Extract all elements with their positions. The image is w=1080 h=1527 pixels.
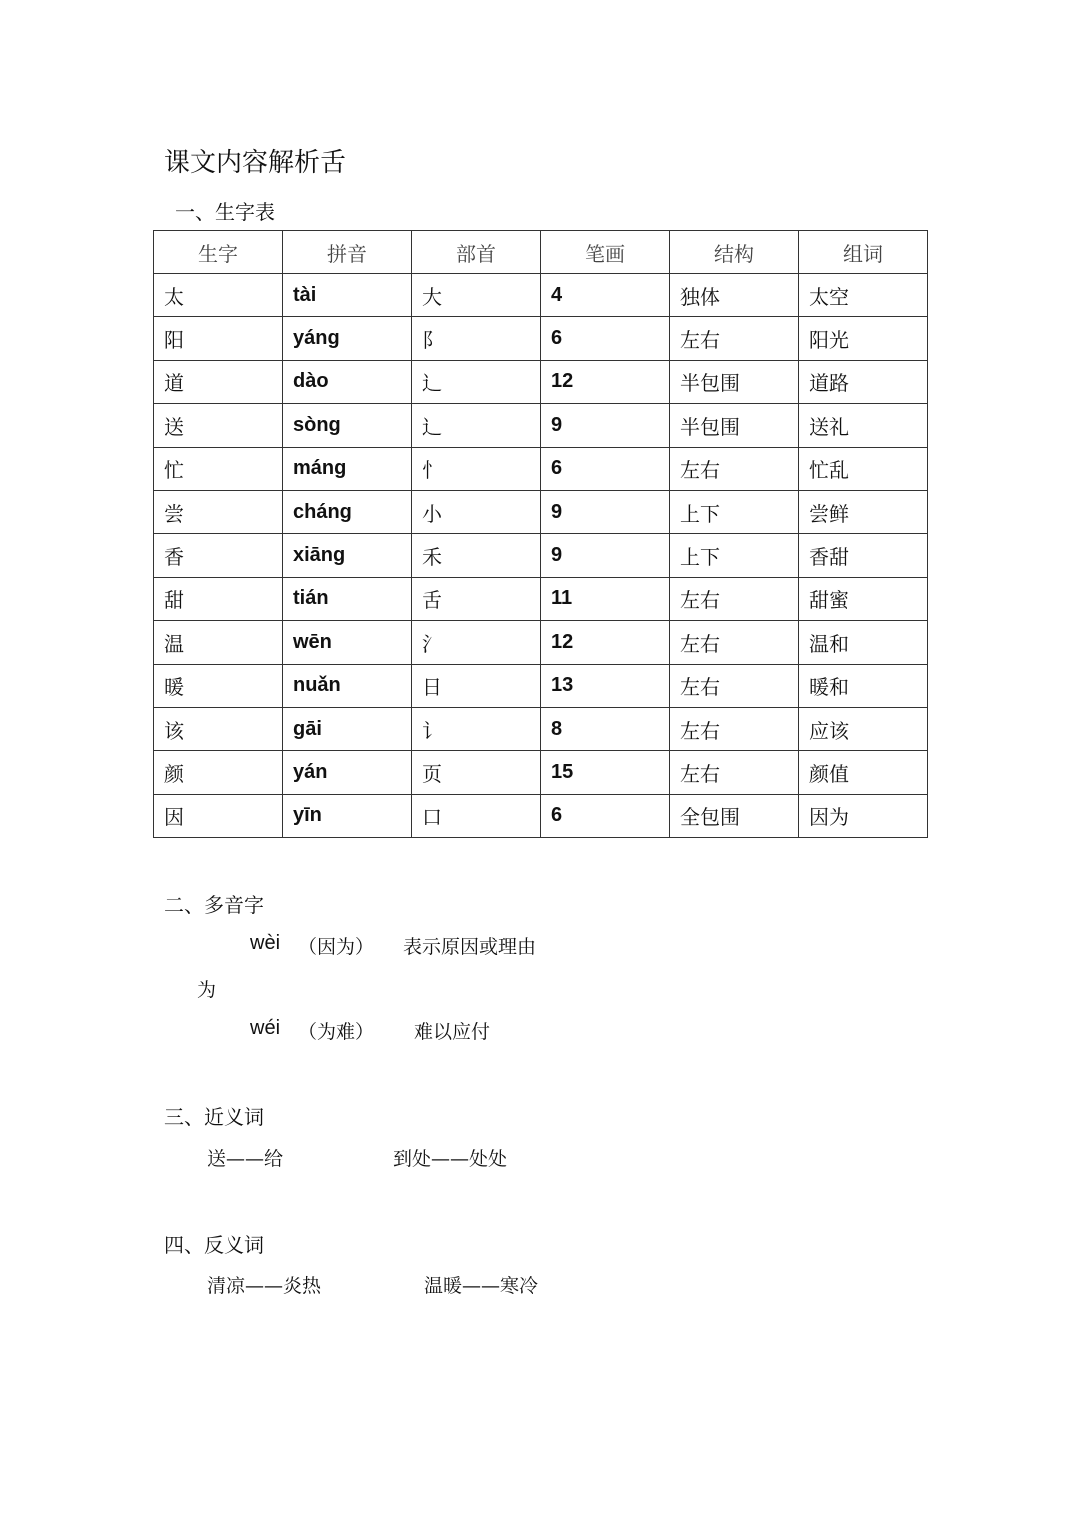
antonym-pair: 温暖——寒冷 (424, 1275, 539, 1297)
cell-word: 因为 (799, 794, 928, 837)
cell-word: 颜值 (799, 751, 928, 794)
table-row (154, 664, 928, 707)
cell-character: 尝 (154, 490, 283, 533)
pinyin-wei2: wéi (250, 1017, 281, 1039)
cell-word: 道路 (799, 360, 928, 403)
meaning-wei2: 难以应付 (414, 1021, 491, 1043)
cell-character: 香 (154, 534, 283, 577)
cell-radical: 辶 (412, 404, 541, 447)
cell-structure: 全包围 (670, 794, 799, 837)
cell-character: 忙 (154, 447, 283, 490)
cell-structure: 左右 (670, 664, 799, 707)
table-row (154, 490, 928, 533)
cell-radical: 讠 (412, 707, 541, 750)
cell-structure: 左右 (670, 707, 799, 750)
cell-word: 忙乱 (799, 447, 928, 490)
cell-structure: 独体 (670, 274, 799, 317)
cell-strokes: 6 (541, 794, 670, 837)
cell-radical: 口 (412, 794, 541, 837)
pinyin-wei4: wèi (250, 932, 281, 954)
section-heading-vocab: 一、生字表 (175, 200, 275, 224)
column-header-word: 组词 (799, 231, 928, 274)
cell-pinyin: yīn (283, 794, 412, 837)
cell-radical: 小 (412, 490, 541, 533)
cell-pinyin: dào (283, 360, 412, 403)
polyphone-char: 为 (197, 979, 217, 1001)
section-heading-polyphone: 二、多音字 (164, 893, 264, 917)
cell-strokes: 11 (541, 577, 670, 620)
column-header-radical: 部首 (412, 231, 541, 274)
cell-pinyin: gāi (283, 707, 412, 750)
cell-strokes: 8 (541, 707, 670, 750)
cell-strokes: 13 (541, 664, 670, 707)
table-row (154, 317, 928, 360)
cell-word: 阳光 (799, 317, 928, 360)
cell-word: 尝鲜 (799, 490, 928, 533)
cell-character: 送 (154, 404, 283, 447)
cell-structure: 上下 (670, 534, 799, 577)
cell-radical: 禾 (412, 534, 541, 577)
cell-radical: 页 (412, 751, 541, 794)
cell-structure: 左右 (670, 621, 799, 664)
cell-pinyin: tài (283, 274, 412, 317)
table-row (154, 534, 928, 577)
cell-character: 该 (154, 707, 283, 750)
column-header-strokes: 笔画 (541, 231, 670, 274)
synonym-pair: 送——给 (207, 1148, 284, 1170)
meaning-wei4: 表示原因或理由 (403, 936, 537, 958)
page-title: 课文内容解析舌 (164, 148, 347, 178)
table-row (154, 404, 928, 447)
cell-pinyin: tián (283, 577, 412, 620)
cell-radical: 忄 (412, 447, 541, 490)
cell-word: 送礼 (799, 404, 928, 447)
cell-radical: 大 (412, 274, 541, 317)
cell-pinyin: xiāng (283, 534, 412, 577)
table-header-row (154, 231, 928, 274)
cell-structure: 上下 (670, 490, 799, 533)
cell-character: 温 (154, 621, 283, 664)
word-wei2: （为难） (298, 1021, 375, 1043)
synonym-pair: 到处——处处 (393, 1148, 508, 1170)
column-header-pinyin: 拼音 (283, 231, 412, 274)
vocab-table (153, 230, 928, 838)
column-header-character: 生字 (154, 231, 283, 274)
table-row (154, 360, 928, 403)
cell-radical: 日 (412, 664, 541, 707)
cell-pinyin: yán (283, 751, 412, 794)
cell-strokes: 9 (541, 534, 670, 577)
cell-word: 应该 (799, 707, 928, 750)
cell-structure: 半包围 (670, 360, 799, 403)
cell-character: 暖 (154, 664, 283, 707)
cell-character: 阳 (154, 317, 283, 360)
cell-structure: 左右 (670, 577, 799, 620)
table-row (154, 794, 928, 837)
cell-pinyin: yáng (283, 317, 412, 360)
cell-character: 因 (154, 794, 283, 837)
cell-strokes: 4 (541, 274, 670, 317)
word-wei4: （因为） (298, 936, 375, 958)
cell-structure: 左右 (670, 317, 799, 360)
table-row (154, 447, 928, 490)
cell-pinyin: cháng (283, 490, 412, 533)
cell-strokes: 15 (541, 751, 670, 794)
cell-strokes: 9 (541, 404, 670, 447)
cell-word: 暖和 (799, 664, 928, 707)
cell-strokes: 6 (541, 317, 670, 360)
table-row (154, 621, 928, 664)
cell-pinyin: sòng (283, 404, 412, 447)
cell-structure: 半包围 (670, 404, 799, 447)
cell-pinyin: wēn (283, 621, 412, 664)
cell-radical: 舌 (412, 577, 541, 620)
cell-pinyin: máng (283, 447, 412, 490)
cell-word: 香甜 (799, 534, 928, 577)
table-row (154, 274, 928, 317)
section-heading-synonyms: 三、近义词 (164, 1105, 264, 1129)
column-header-structure: 结构 (670, 231, 799, 274)
cell-strokes: 12 (541, 360, 670, 403)
cell-strokes: 12 (541, 621, 670, 664)
cell-radical: 氵 (412, 621, 541, 664)
cell-structure: 左右 (670, 751, 799, 794)
cell-word: 温和 (799, 621, 928, 664)
cell-character: 颜 (154, 751, 283, 794)
cell-word: 甜蜜 (799, 577, 928, 620)
cell-character: 甜 (154, 577, 283, 620)
cell-character: 道 (154, 360, 283, 403)
cell-word: 太空 (799, 274, 928, 317)
cell-strokes: 9 (541, 490, 670, 533)
cell-character: 太 (154, 274, 283, 317)
section-heading-antonyms: 四、反义词 (164, 1233, 264, 1257)
table-row (154, 751, 928, 794)
table-row (154, 577, 928, 620)
cell-structure: 左右 (670, 447, 799, 490)
table-row (154, 707, 928, 750)
cell-radical: 辶 (412, 360, 541, 403)
cell-strokes: 6 (541, 447, 670, 490)
antonym-pair: 清凉——炎热 (207, 1275, 322, 1297)
cell-pinyin: nuǎn (283, 664, 412, 707)
cell-radical: 阝 (412, 317, 541, 360)
